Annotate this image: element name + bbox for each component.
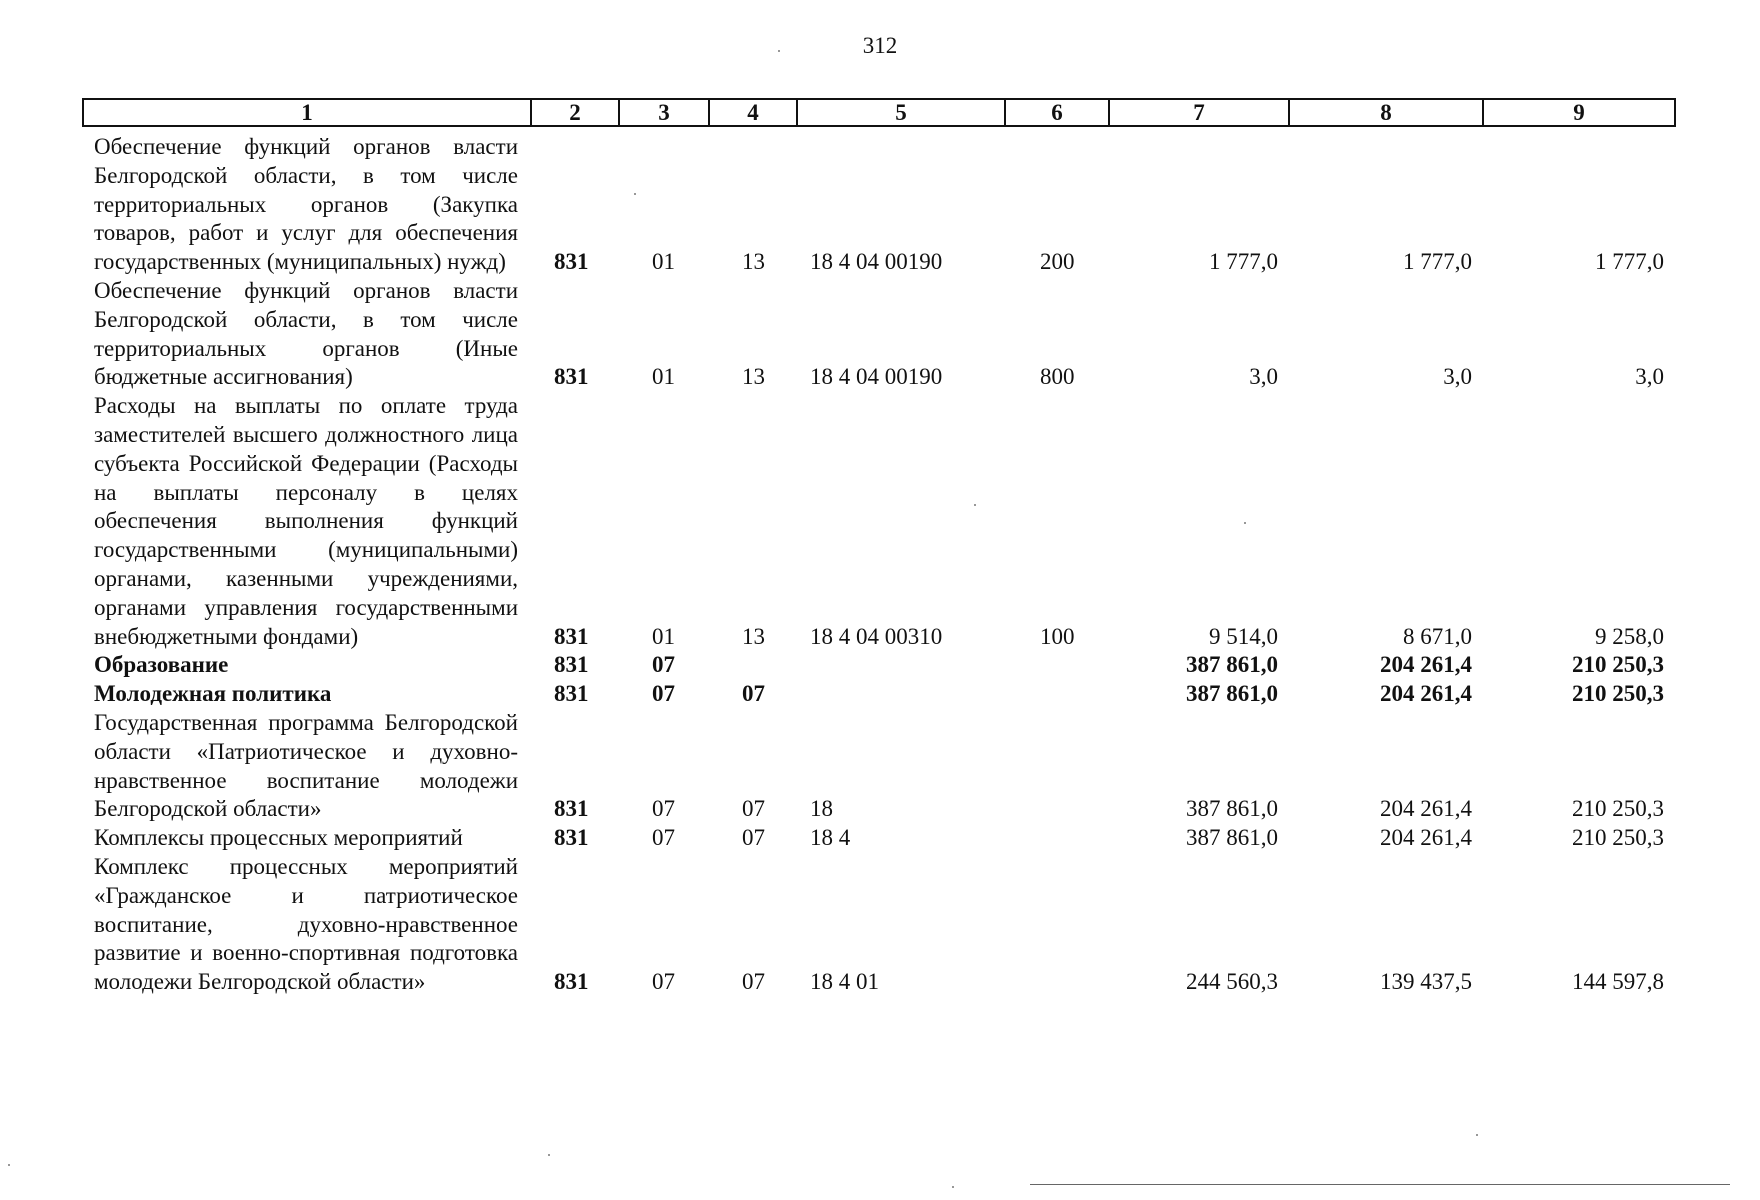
- code-expense-type: 100: [1040, 623, 1075, 649]
- amount-col7: 387 861,0: [1186, 681, 1278, 707]
- code-expense-type: 200: [1040, 249, 1075, 275]
- code-subsection: 07: [742, 681, 765, 707]
- column-header: 4: [709, 99, 797, 126]
- amount-col9: 1 777,0: [1595, 249, 1664, 275]
- code-expense-type: 800: [1040, 364, 1075, 390]
- column-header: 5: [797, 99, 1005, 126]
- amount-col7: 387 861,0: [1186, 825, 1278, 851]
- code-target-item: [796, 651, 1004, 680]
- amount-col9: 210 250,3: [1572, 796, 1664, 822]
- code-subsection: [708, 651, 796, 680]
- code-expense-type: [1004, 824, 1108, 853]
- amount-col9: 144 597,8: [1572, 969, 1664, 995]
- footer-rule: [1030, 1184, 1730, 1185]
- code-subsection: 07: [742, 825, 765, 851]
- code-subsection: 07: [742, 969, 765, 995]
- amount-col8: 3,0: [1443, 364, 1472, 390]
- amount-col8: 139 437,5: [1380, 969, 1472, 995]
- table-row: [82, 853, 1674, 997]
- amount-col9: 3,0: [1635, 364, 1664, 390]
- code-subsection: 13: [742, 364, 765, 390]
- scan-speck: [952, 1186, 954, 1188]
- table-row: [82, 709, 1674, 824]
- column-header: 7: [1109, 99, 1289, 126]
- amount-col8: 204 261,4: [1380, 681, 1472, 707]
- code-section: 01: [652, 623, 675, 649]
- amount-col8: 1 777,0: [1403, 249, 1472, 275]
- scan-speck: [548, 1154, 550, 1156]
- code-target-item: 18 4 04 00190: [810, 249, 943, 275]
- code-section: 01: [652, 249, 675, 275]
- code-ministry: 831: [554, 796, 589, 822]
- code-section: 07: [652, 825, 675, 851]
- amount-col9: 210 250,3: [1572, 652, 1664, 678]
- table-row: [82, 133, 1674, 277]
- code-ministry: 831: [554, 623, 589, 649]
- scan-speck: [8, 1164, 10, 1166]
- amount-col9: 210 250,3: [1572, 681, 1664, 707]
- code-section: 07: [652, 969, 675, 995]
- row-name: Государственная программа Белгородской области «Патриотическое и духовно-нравственное воспитание молодежи Белгородской области»: [94, 709, 518, 822]
- code-subsection: 13: [742, 623, 765, 649]
- amount-col7: 244 560,3: [1186, 969, 1278, 995]
- amount-col7: 9 514,0: [1209, 623, 1278, 649]
- code-subsection: 13: [742, 249, 765, 275]
- table-row-section: [82, 651, 1674, 680]
- amount-col7: 387 861,0: [1186, 652, 1278, 678]
- code-ministry: 831: [554, 249, 589, 275]
- code-expense-type: [1004, 680, 1108, 709]
- column-header-row: [83, 99, 1675, 126]
- code-target-item: 18 4 01: [810, 969, 879, 995]
- amount-col7: 3,0: [1249, 364, 1278, 390]
- budget-table: [82, 133, 1674, 997]
- column-header-table: [82, 98, 1676, 127]
- page-number: 312: [862, 33, 898, 58]
- table-row: [82, 824, 1674, 853]
- code-target-item: 18 4 04 00190: [810, 364, 943, 390]
- scan-speck: [974, 504, 976, 506]
- amount-col7: 387 861,0: [1186, 796, 1278, 822]
- table-row: [82, 277, 1674, 392]
- row-name: Молодежная политика: [94, 681, 332, 707]
- row-name: Комплексы процессных мероприятий: [94, 825, 463, 851]
- code-ministry: 831: [554, 364, 589, 390]
- code-expense-type: [1004, 651, 1108, 680]
- column-header: 9: [1483, 99, 1675, 126]
- amount-col8: 204 261,4: [1380, 825, 1472, 851]
- column-header: 8: [1289, 99, 1483, 126]
- column-header: 2: [531, 99, 619, 126]
- code-subsection: 07: [742, 796, 765, 822]
- amount-col7: 1 777,0: [1209, 249, 1278, 275]
- code-ministry: 831: [554, 652, 589, 678]
- table-row-subsection: [82, 680, 1674, 709]
- code-ministry: 831: [554, 825, 589, 851]
- code-target-item: 18 4 04 00310: [810, 623, 943, 649]
- code-target-item: 18 4: [810, 825, 851, 851]
- code-expense-type: [1004, 709, 1108, 824]
- amount-col9: 210 250,3: [1572, 825, 1664, 851]
- table-row: [82, 392, 1674, 651]
- code-section: 01: [652, 364, 675, 390]
- code-target-item: 18: [810, 796, 833, 822]
- code-expense-type: [1004, 853, 1108, 997]
- amount-col8: 8 671,0: [1403, 623, 1472, 649]
- scan-speck: [1244, 522, 1246, 524]
- code-section: 07: [652, 681, 675, 707]
- row-name: Образование: [94, 652, 229, 678]
- code-section: 07: [652, 796, 675, 822]
- scan-speck: [778, 50, 780, 52]
- scan-speck: [634, 193, 636, 195]
- column-header: 3: [619, 99, 709, 126]
- row-name: Расходы на выплаты по оплате труда заместителей высшего должностного лица субъекта Российской Федерации (Расходы на выплаты персоналу в целях обеспечения выполнения функций государственными (муниципальными) органами, казенными учреждениями, органами управления государственными внебюджетными фондами): [94, 393, 518, 649]
- amount-col8: 204 261,4: [1380, 796, 1472, 822]
- code-ministry: 831: [554, 681, 589, 707]
- column-header: 1: [83, 99, 531, 126]
- amount-col9: 9 258,0: [1595, 623, 1664, 649]
- column-header: 6: [1005, 99, 1109, 126]
- row-name: Обеспечение функций органов власти Белгородской области, в том числе территориальных органов (Иные бюджетные ассигнования): [94, 277, 518, 390]
- row-name: Обеспечение функций органов власти Белгородской области, в том числе территориальных органов (Закупка товаров, работ и услуг для обеспечения государственных (муниципальных) нужд): [94, 134, 518, 275]
- code-ministry: 831: [554, 969, 589, 995]
- amount-col8: 204 261,4: [1380, 652, 1472, 678]
- scan-speck: [1476, 1134, 1478, 1136]
- row-name: Комплекс процессных мероприятий «Гражданское и патриотическое воспитание, духовно-нравственное развитие и военно-спортивная подготовка молодежи Белгородской области»: [94, 853, 518, 995]
- code-target-item: [796, 680, 1004, 709]
- code-section: 07: [652, 652, 675, 678]
